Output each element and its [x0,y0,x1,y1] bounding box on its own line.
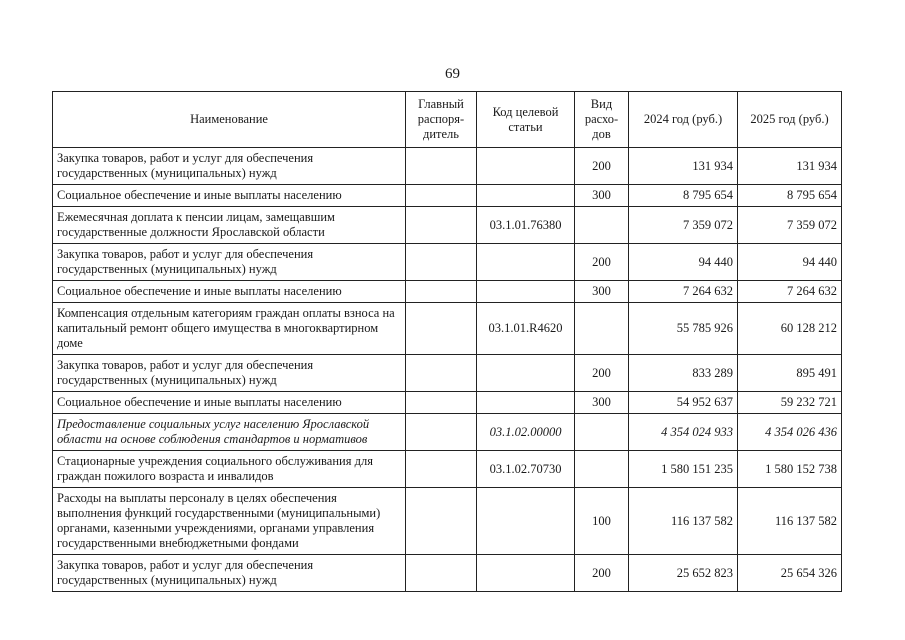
table-row [53,451,842,488]
cell-kod: 03.1.02.00000 [477,414,575,451]
cell-kod [477,355,575,392]
table-row [53,185,842,207]
cell-vid [575,303,629,355]
cell-name: Стационарные учреждения социального обслуживания для граждан пожилого возраста и инвалидов [53,451,406,488]
header-2025: 2025 год (руб.) [738,92,842,148]
cell-vid: 200 [575,244,629,281]
budget-table [52,91,842,592]
header-glav: Главный распоря-дитель [406,92,477,148]
cell-kod [477,392,575,414]
header-name: Наименование [53,92,406,148]
cell-2025: 94 440 [738,244,842,281]
cell-name: Социальное обеспечение и иные выплаты населению [53,185,406,207]
table-row [53,355,842,392]
cell-glav [406,392,477,414]
cell-name: Закупка товаров, работ и услуг для обеспечения государственных (муниципальных) нужд [53,355,406,392]
cell-vid: 300 [575,392,629,414]
cell-kod [477,555,575,592]
cell-2024: 7 264 632 [629,281,738,303]
cell-2025: 131 934 [738,148,842,185]
table-row [53,148,842,185]
cell-2025: 4 354 026 436 [738,414,842,451]
cell-vid: 200 [575,555,629,592]
cell-name: Компенсация отдельным категориям граждан оплаты взноса на капитальный ремонт общего имущества в многоквартирном доме [53,303,406,355]
cell-vid: 100 [575,488,629,555]
cell-vid: 200 [575,355,629,392]
cell-2025: 116 137 582 [738,488,842,555]
page-number: 69 [445,66,460,82]
cell-2025: 7 359 072 [738,207,842,244]
cell-2024: 4 354 024 933 [629,414,738,451]
cell-kod [477,185,575,207]
cell-kod: 03.1.02.70730 [477,451,575,488]
cell-kod [477,281,575,303]
cell-2024: 94 440 [629,244,738,281]
cell-glav [406,555,477,592]
cell-name: Ежемесячная доплата к пенсии лицам, замещавшим государственные должности Ярославской области [53,207,406,244]
cell-glav [406,207,477,244]
cell-name: Расходы на выплаты персоналу в целях обеспечения выполнения функций государственными (муниципальными) органами, казенными учреждениями, органами управления государственными внебюджетными фондами [53,488,406,555]
cell-vid: 200 [575,148,629,185]
cell-vid [575,207,629,244]
cell-kod: 03.1.01.R4620 [477,303,575,355]
cell-kod: 03.1.01.76380 [477,207,575,244]
cell-vid [575,451,629,488]
cell-2024: 55 785 926 [629,303,738,355]
table-row [53,488,842,555]
cell-name: Предоставление социальных услуг населению Ярославской области на основе соблюдения стандартов и нормативов [53,414,406,451]
header-kod: Код целевой статьи [477,92,575,148]
cell-kod [477,148,575,185]
cell-2024: 116 137 582 [629,488,738,555]
cell-2024: 833 289 [629,355,738,392]
table-row [53,244,842,281]
cell-2025: 60 128 212 [738,303,842,355]
header-vid: Вид расхо-дов [575,92,629,148]
cell-2024: 1 580 151 235 [629,451,738,488]
cell-glav [406,355,477,392]
cell-name: Социальное обеспечение и иные выплаты населению [53,281,406,303]
cell-name: Социальное обеспечение и иные выплаты населению [53,392,406,414]
cell-2024: 25 652 823 [629,555,738,592]
header-row [53,92,842,148]
cell-name: Закупка товаров, работ и услуг для обеспечения государственных (муниципальных) нужд [53,555,406,592]
cell-glav [406,185,477,207]
cell-2024: 131 934 [629,148,738,185]
cell-kod [477,244,575,281]
cell-glav [406,414,477,451]
table-row [53,281,842,303]
cell-2025: 1 580 152 738 [738,451,842,488]
cell-2025: 59 232 721 [738,392,842,414]
cell-glav [406,451,477,488]
table-row [53,555,842,592]
cell-2025: 25 654 326 [738,555,842,592]
cell-name: Закупка товаров, работ и услуг для обеспечения государственных (муниципальных) нужд [53,244,406,281]
cell-2024: 8 795 654 [629,185,738,207]
cell-glav [406,281,477,303]
cell-vid: 300 [575,281,629,303]
table-row [53,392,842,414]
cell-vid [575,414,629,451]
header-2024: 2024 год (руб.) [629,92,738,148]
cell-glav [406,148,477,185]
cell-vid: 300 [575,185,629,207]
cell-glav [406,244,477,281]
table-row [53,303,842,355]
cell-2024: 7 359 072 [629,207,738,244]
cell-2025: 895 491 [738,355,842,392]
cell-2024: 54 952 637 [629,392,738,414]
cell-glav [406,303,477,355]
cell-2025: 7 264 632 [738,281,842,303]
table-row [53,207,842,244]
cell-glav [406,488,477,555]
cell-kod [477,488,575,555]
cell-2025: 8 795 654 [738,185,842,207]
cell-name: Закупка товаров, работ и услуг для обеспечения государственных (муниципальных) нужд [53,148,406,185]
table-row [53,414,842,451]
